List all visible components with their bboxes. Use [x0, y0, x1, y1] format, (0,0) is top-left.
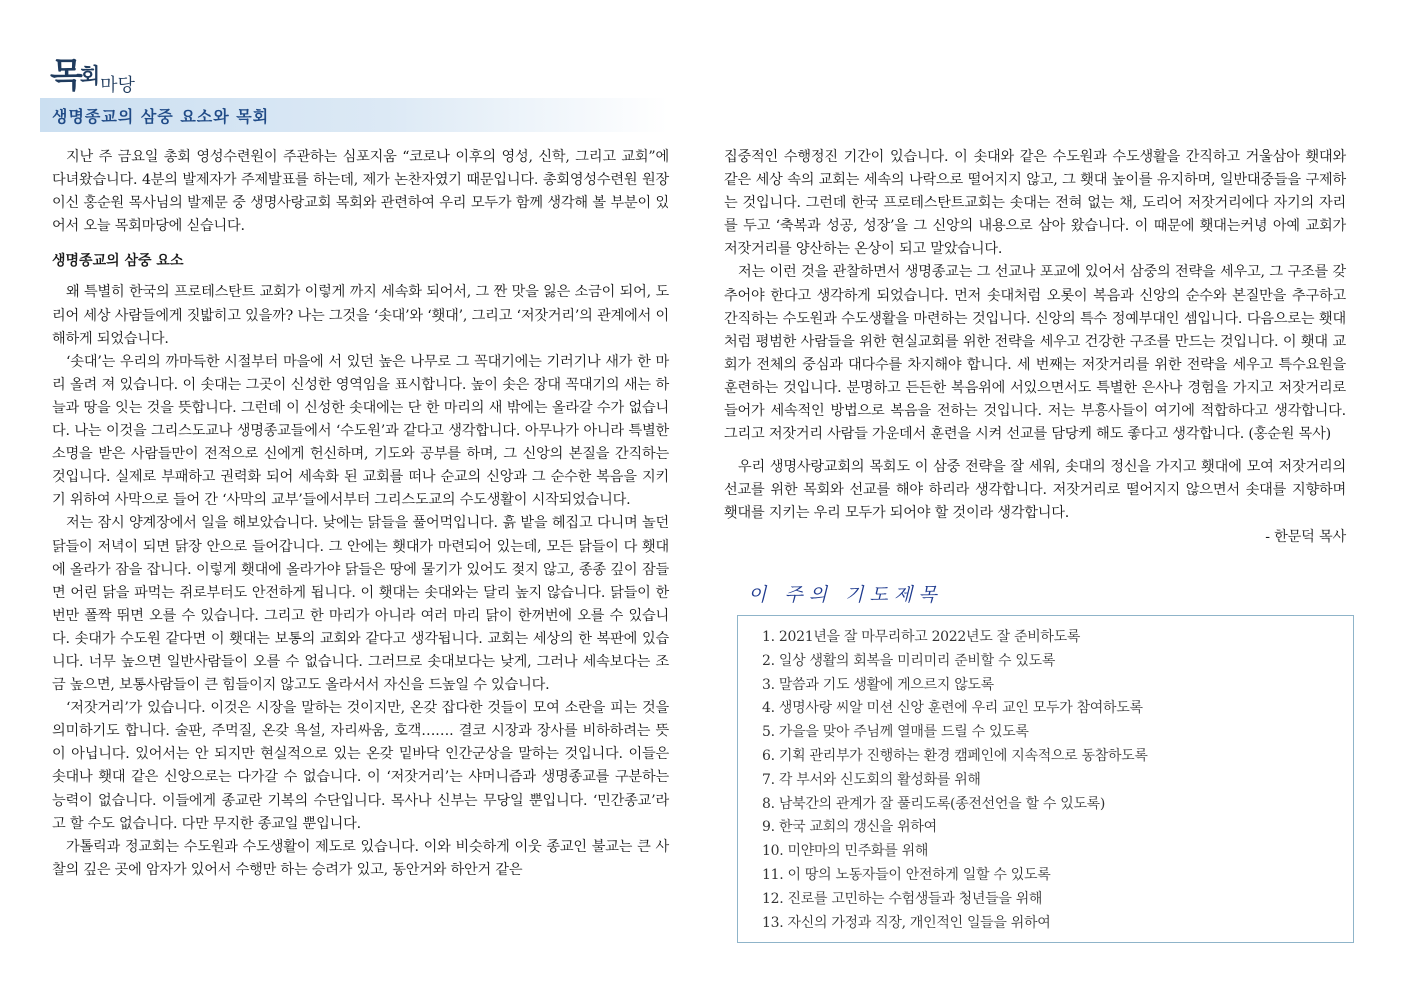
body-paragraph: ‘솟대’는 우리의 까마득한 시절부터 마을에 서 있던 높은 나무로 그 꼭대기에는 기러기나 새가 한 마리 올려 져 있습니다. 이 솟대는 그곳이 신성한 영역임을 표시합니다. 높이 솟은 장대 꼭대기의 새는 하늘과 땅을 잇는 것을 뜻합니다. 그런데 이 신성한 솟대에는 단 한 마리의 새 밖에는 올라갈 수가 없습니다. 나는 이것을 그리스도교나 생명종교들에서 ‘수도원’과 같다고 생각합니다. 아무나가 아니라 특별한 소명을 받은 사람들만이 전적으로 신에게 헌신하며, 기도와 공부를 하며, 그 신앙의 본질을 간직하는 것입니다. 실제로 부패하고 권력화 되어 세속화 된 교회를 떠나 순교의 신앙과 그 순수한 복음을 지키기 위하여 사막으로 들어 간 ‘사막의 교부’들에서부터 그리스도교의 수도생활이 시작되었습니다. [52, 353, 669, 509]
column-logo [50, 48, 135, 96]
prayer-item: 4. 생명사랑 씨알 미션 신앙 훈련에 우리 교인 모두가 참여하도록 [762, 700, 1143, 717]
body-paragraph: 가톨릭과 정교회는 수도원과 수도생활이 제도로 있습니다. 이와 비슷하게 이웃 종교인 불교는 큰 사찰의 깊은 곳에 암자가 있어서 수행만 하는 승려가 있고, 동안거와 하안거 같은 [52, 838, 669, 878]
prayer-title: 이 주의 기도제목 [748, 584, 943, 606]
prayer-item: 3. 말씀과 기도 생활에 게으르지 않도록 [762, 676, 994, 693]
body-paragraph: 저는 잠시 양계장에서 일을 해보았습니다. 낮에는 닭들을 풀어먹입니다. 흙 밭을 헤집고 다니며 놀던 닭들이 저녁이 되면 닭장 안으로 들어갑니다. 그 안에는 횃대가 마련되어 있는데, 모든 닭들이 다 횃대에 올라가 잠을 잡니다. 이렇게 횃대에 올라가야 닭들은 땅에 물기가 있어도 젖지 않고, 종종 깊이 잠들면 어린 닭을 파먹는 쥐로부터도 안전하게 됩니다. 이 횃대는 솟대와는 달리 높지 않습니다. 닭들이 한 번만 폴짝 뛰면 오를 수 있습니다. 그리고 한 마리가 아니라 여러 마리 닭이 한꺼번에 오를 수 있습니다. 솟대가 수도원 같다면 이 횃대는 보통의 교회와 같다고 생각됩니다. 교회는 세상의 한 복판에 있습니다. 너무 높으면 일반사람들이 오를 수 없습니다. 그러므로 솟대보다는 낮게, 그러나 세속보다는 조금 높으면, 보통사람들이 큰 힘들이지 않고도 올라서서 자신을 드높일 수 있습니다. [52, 515, 669, 694]
logo-small-text: 마당 [100, 75, 135, 96]
prayer-list [762, 626, 1353, 935]
body-paragraph: 왜 특별히 한국의 프로테스탄트 교회가 이렇게 까지 세속화 되어서, 그 짠 맛을 잃은 소금이 되어, 도리어 세상 사람들에게 짓밟히고 있을까? 나는 그것을 ‘솟대’와 ‘횃대’, 그리고 ‘저잣거리’의 관계에서 이해하게 되었습니다. [52, 284, 669, 347]
article-header-bar [40, 98, 668, 132]
closing-paragraph: 우리 생명사랑교회의 목회도 이 삼중 전략을 잘 세워, 솟대의 정신을 가지고 횃대에 모여 저잣거리의 선교를 위한 목회와 선교를 해야 하리라 생각합니다. 저잣거리로 떨어지지 않으면서 솟대를 지향하며 횃대를 지키는 우리 모두가 되어야 할 것이라 생각합니다. [724, 459, 1346, 522]
body-paragraph: ‘저잣거리’가 있습니다. 이것은 시장을 말하는 것이지만, 온갖 잡다한 것들이 모여 소란을 피는 것을 의미하기도 합니다. 술판, 주먹질, 온갖 욕설, 자리싸움, 호객……. 결코 시장과 장사를 비하하려는 뜻이 아닙니다. 있어서는 안 되지만 현실적으로 있는 온갖 밑바닥 인간군상을 말하는 것입니다. 이들은 솟대나 횃대 같은 신앙으로는 다가갈 수 없습니다. 이 ‘저잣거리’는 샤머니즘과 생명종교를 구분하는 능력이 없습니다. 이들에게 종교란 기복의 수단입니다. 목사나 신부는 무당일 뿐입니다. ‘민간종교’라고 할 수도 없습니다. 다만 무지한 종교일 뿐입니다. [52, 700, 669, 832]
prayer-item: 12. 진로를 고민하는 수험생들과 청년들을 위해 [762, 890, 1043, 907]
prayer-item: 13. 자신의 가정과 직장, 개인적인 일들을 위하여 [762, 914, 1051, 931]
prayer-item: 2. 일상 생활의 회복을 미리미리 준비할 수 있도록 [762, 652, 1056, 669]
left-column [52, 146, 669, 882]
prayer-item: 9. 한국 교회의 갱신을 위하여 [762, 819, 937, 836]
logo-mid-char: 회 [79, 63, 101, 88]
intro-paragraph: 지난 주 금요일 총회 영성수련원이 주관하는 심포지움 “코로나 이후의 영성, 신학, 그리고 교회”에 다녀왔습니다. 4분의 발제자가 주제발표를 하는데, 제가 논찬자였기 때문입니다. 총회영성수련원 원장이신 홍순원 목사님의 발제문 중 생명사랑교회 목회와 관련하여 우리 모두가 함께 생각해 볼 부분이 있어서 오늘 목회마당에 싣습니다. [52, 149, 669, 235]
signature: - 한문덕 목사 [1265, 528, 1346, 545]
prayer-item: 8. 남북간의 관계가 잘 풀리도록(종전선언을 할 수 있도록) [762, 795, 1106, 812]
article-title: 생명종교의 삼중 요소와 목회 [52, 107, 270, 126]
prayer-item: 1. 2021년을 잘 마무리하고 2022년도 잘 준비하도록 [762, 629, 1081, 645]
prayer-item: 5. 가을을 맞아 주님께 열매를 드릴 수 있도록 [762, 724, 1029, 741]
section-subheading: 생명종교의 삼중 요소 [52, 253, 184, 270]
prayer-item: 11. 이 땅의 노동자들이 안전하게 일할 수 있도록 [762, 866, 1051, 883]
prayer-item: 10. 미얀마의 민주화를 위해 [762, 843, 929, 860]
logo-big-char: 목 [50, 56, 82, 96]
body-paragraph: 집중적인 수행정진 기간이 있습니다. 이 솟대와 같은 수도원과 수도생활을 간직하고 거울삼아 횃대와 같은 세상 속의 교회는 세속의 나락으로 떨어지지 않고, 그 횃대 높이를 유지하며, 일반대중들을 구제하는 것입니다. 그런데 한국 프로테스탄트교회는 솟대는 전혀 없는 채, 도리어 저잣거리에다 자기의 자리를 두고 ‘축복과 성공, 성장’을 그 신앙의 내용으로 삼아 왔습니다. 이 때문에 횃대는커녕 아예 교회가 저잣거리를 양산하는 온상이 되고 말았습니다. [724, 149, 1346, 258]
prayer-box [737, 615, 1354, 943]
prayer-item: 6. 기획 관리부가 진행하는 환경 캠페인에 지속적으로 동참하도록 [762, 747, 1148, 764]
body-paragraph: 저는 이런 것을 관찰하면서 생명종교는 그 선교나 포교에 있어서 삼중의 전략을 세우고, 그 구조를 갖추어야 한다고 생각하게 되었습니다. 먼저 솟대처럼 오롯이 복음과 신앙의 순수와 본질만을 추구하고 간직하는 수도원과 수도생활을 마련하는 것입니다. 신앙의 특수 정예부대인 셈입니다. 다음으로는 횃대처럼 평범한 사람들을 위한 현실교회를 위한 전략을 세우고 건강한 구조를 만드는 것입니다. 이 횃대 교회가 전체의 중심과 대다수를 차지해야 합니다. 세 번째는 저잣거리를 위한 전략을 세우고 특수요원을 훈련하는 것입니다. 분명하고 든든한 복음위에 서있으면서도 특별한 은사나 경험을 가지고 저잣거리로 들어가 세속적인 방법으로 복음을 전하는 것입니다. 저는 부흥사들이 여기에 적합하다고 생각합니다. 그리고 저잣거리 사람들 가운데서 훈련을 시켜 선교를 담당케 해도 좋다고 생각합니다. (홍순원 목사) [724, 264, 1346, 443]
prayer-item: 7. 각 부서와 신도회의 활성화를 위해 [762, 771, 981, 788]
right-column [724, 146, 1346, 549]
